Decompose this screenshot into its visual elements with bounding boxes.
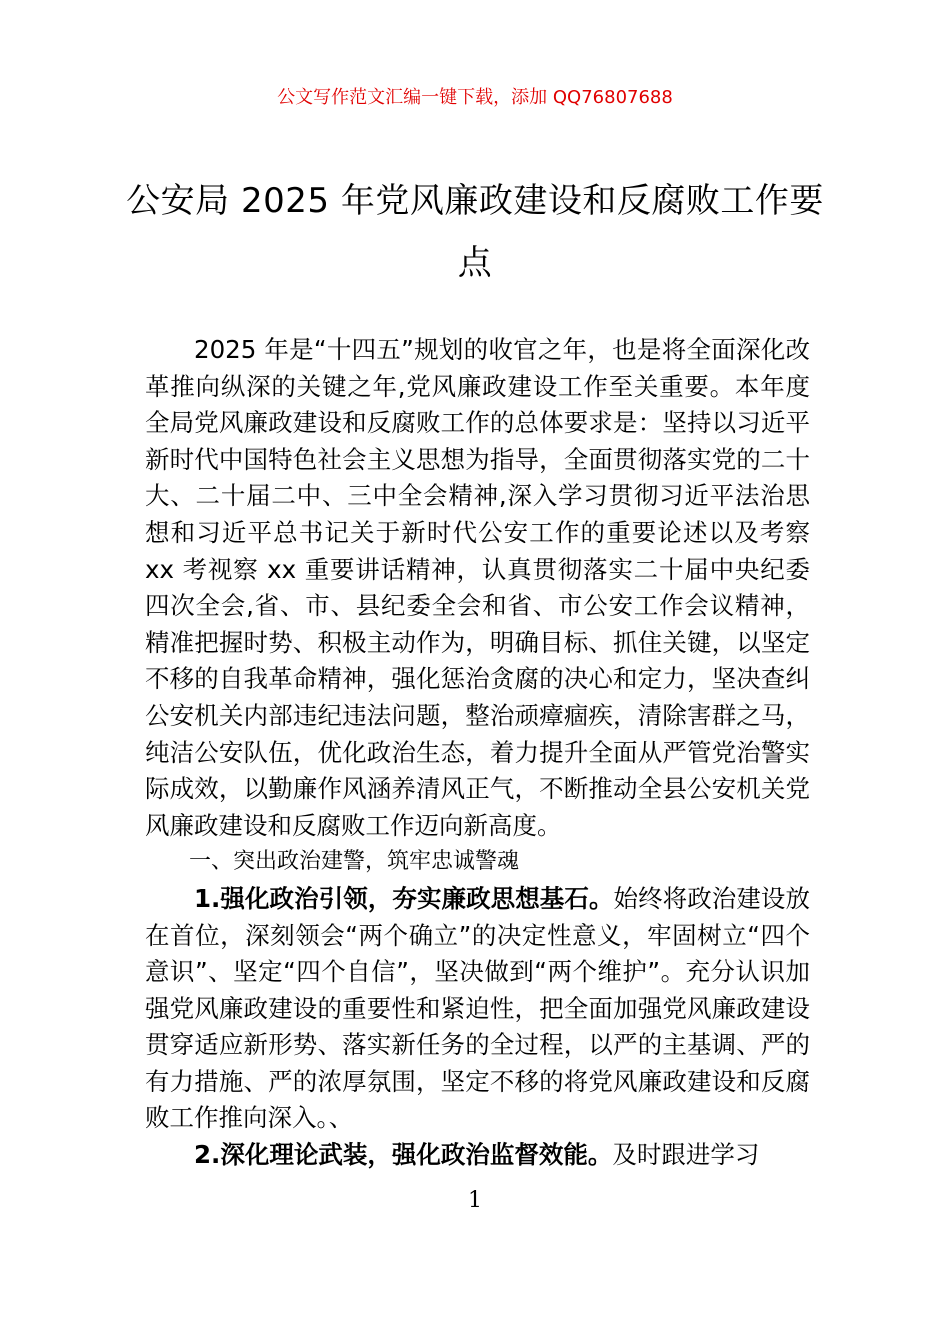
item-paragraph-2	[145, 1137, 810, 1174]
header-watermark: 公文写作范文汇编一键下载，添加 QQ76807688	[277, 87, 673, 108]
item-paragraph-1	[145, 881, 810, 1137]
document-title: 公安局 2025 年党风廉政建设和反腐败工作要点	[126, 181, 824, 283]
item-2-body: 及时跟进学习	[612, 1140, 760, 1170]
section-heading: 一、突出政治建警，筑牢忠诚警魂	[189, 849, 520, 875]
intro-paragraph: 2025 年是“十四五”规划的收官之年，也是将全面深化改革推向纵深的关键之年,党风廉政建设工作至关重要。本年度全局党风廉政建设和反腐败工作的总体要求是：坚持以习近平新时代中国特色社会主义思想为指导，全面贯彻落实党的二十大、二十届二中、三中全会精神,深入学习贯彻习近平法治思想和习近平总书记关于新时代公安工作的重要论述以及考察 xx 考视察 xx 重要讲话精神，认真贯彻落实二十届中央纪委四次全会,省、市、县纪委全会和省、市公安工作会议精神，精准把握时势、积极主动作为，明确目标、抓住关键，以坚定不移的自我革命精神，强化惩治贪腐的决心和定力，坚决查纠公安机关内部违纪违法问题，整治顽瘴痼疾，清除害群之马，纯洁公安队伍，优化政治生态，着力提升全面从严管党治警实际成效，以勤廉作风涵养清风正气，不断推动全县公安机关党风廉政建设和反腐败工作迈向新高度。	[145, 335, 810, 840]
item-1-lead: 1.强化政治引领，夯实廉政思想基石。	[194, 883, 614, 913]
item-1-body: 始终将政治建设放在首位，深刻领会“两个确立”的决定性意义，牢固树立“四个意识”、坚定“四个自信”，坚决做到“两个维护”。充分认识加强党风廉政建设的重要性和紧迫性，把全面加强党风廉政建设贯穿适应新形势、落实新任务的全过程，以严的主基调、严的有力措施、严的浓厚氛围，坚定不移的将党风廉政建设和反腐败工作推向深入。、	[145, 883, 810, 1133]
item-2-lead: 2.深化理论武装，强化政治监督效能。	[194, 1140, 613, 1170]
document-body	[145, 332, 810, 1174]
page-number: 1	[468, 1188, 482, 1213]
